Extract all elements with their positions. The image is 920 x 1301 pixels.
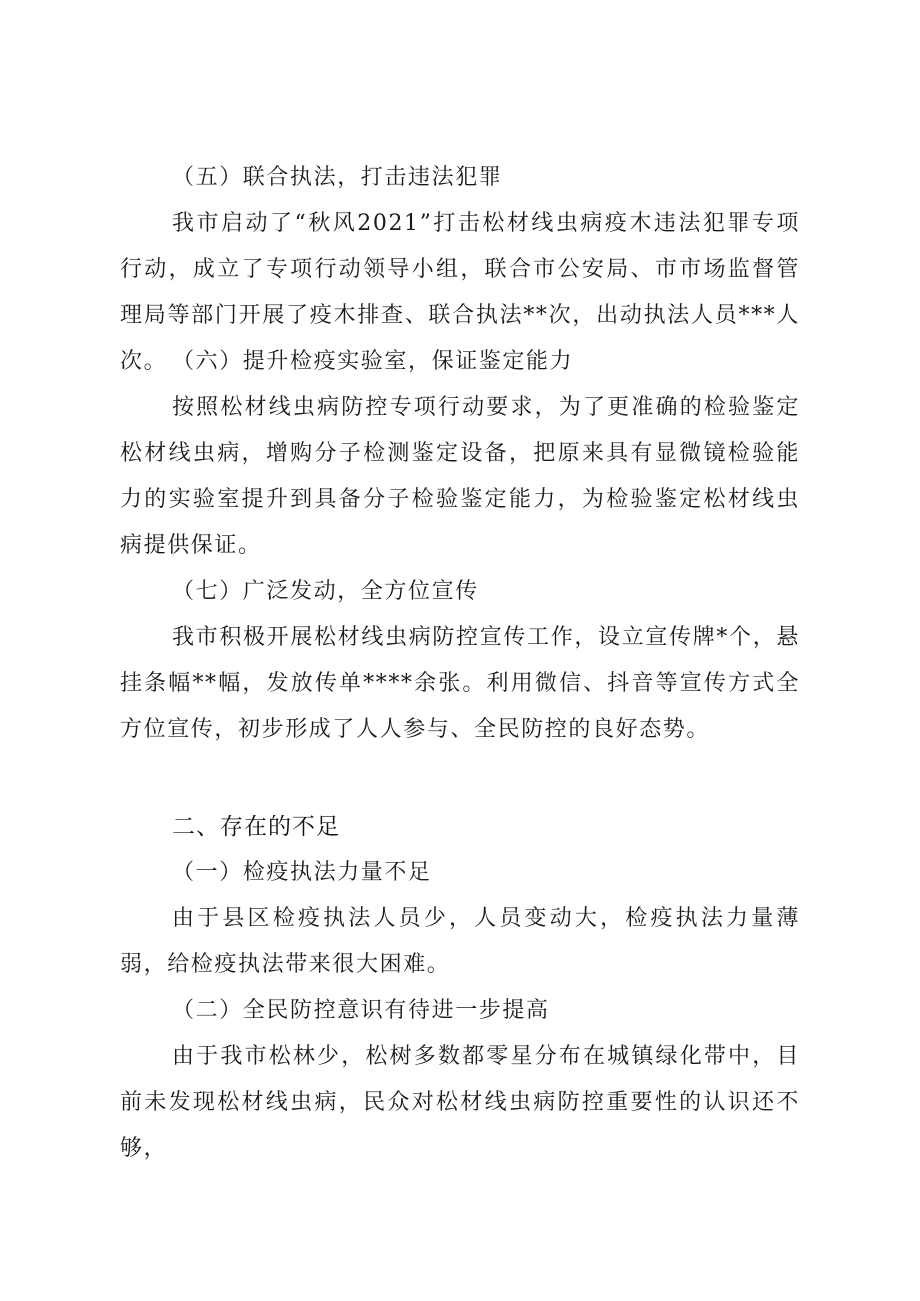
paragraph-awareness: 由于我市松林少，松树多数都零星分布在城镇绿化带中，目前未发现松材线虫病，民众对松材线虫病防控重要性的认识还不够， bbox=[120, 1044, 800, 1161]
section-heading-shortcomings: 二、存在的不足 bbox=[172, 814, 340, 840]
subheading-shortcoming-2: （二）全民防控意识有待进一步提高 bbox=[172, 998, 550, 1023]
paragraph-enforcement-shortage: 由于县区检疫执法人员少，人员变动大，检疫执法力量薄弱，给检疫执法带来很大困难。 bbox=[120, 906, 800, 977]
paragraph-publicity: 我市积极开展松材线虫病防控宣传工作，设立宣传牌*个，悬挂条幅**幅，发放传单****余张。利用微信、抖音等宣传方式全方位宣传，初步形成了人人参与、全民防控的良好态势。 bbox=[120, 625, 800, 742]
paragraph-lab-upgrade: 按照松材线虫病防控专项行动要求，为了更准确的检验鉴定松材线虫病，增购分子检测鉴定设备，把原来具有显微镜检验能力的实验室提升到具备分子检验鉴定能力，为检验鉴定松材线虫病提供保证。 bbox=[120, 395, 800, 558]
subheading-5: （五）联合执法，打击违法犯罪 bbox=[172, 165, 503, 190]
paragraph-joint-enforcement: 我市启动了“秋风2021”打击松材线虫病疫木违法犯罪专项行动，成立了专项行动领导小组，联合市公安局、市市场监督管理局等部门开展了疫木排查、联合执法**次，出动执法人员***人次。 bbox=[120, 211, 800, 374]
subheading-7: （七）广泛发动，全方位宣传 bbox=[172, 579, 479, 604]
subheading-shortcoming-1: （一）检疫执法力量不足 bbox=[172, 860, 432, 885]
subheading-6: （六）提升检疫实验室，保证鉴定能力 bbox=[172, 349, 574, 374]
